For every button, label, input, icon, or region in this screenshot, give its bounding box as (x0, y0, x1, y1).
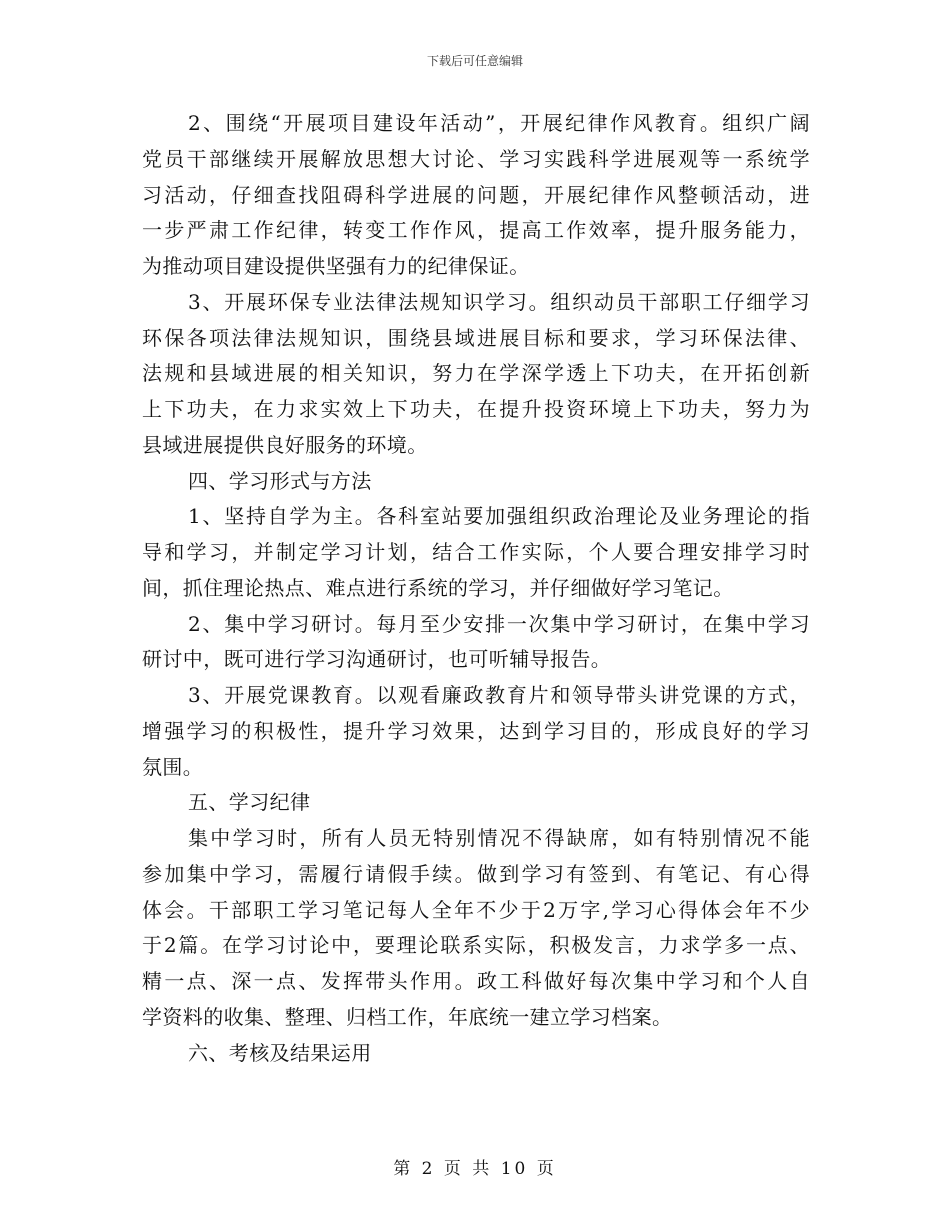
section-heading-6: 六、考核及结果运用 (188, 1040, 372, 1065)
discipline-line-3: 体会。干部职工学习笔记每人全年不少于2万字,学习心得体会年不少 (142, 897, 810, 922)
method-3-line-2: 增强学习的积极性，提升学习效果，达到学习目的，形成良好的学习 (142, 718, 810, 743)
section-heading-5: 五、学习纪律 (188, 790, 311, 815)
discipline-line-2: 参加集中学习，需履行请假手续。做到学习有签到、有笔记、有心得 (142, 861, 810, 886)
method-1-line-3: 间，抓住理论热点、难点进行系统的学习，并仔细做好学习笔记。 (142, 575, 734, 600)
method-3-line-1: 3、开展党课教育。以观看廉政教育片和领导带头讲党课的方式， (188, 683, 810, 707)
discipline-line-6: 学资料的收集、整理、归档工作，年底统一建立学习档案。 (142, 1004, 673, 1029)
method-2-line-2: 研讨中，既可进行学习沟通研讨，也可听辅导报告。 (142, 647, 612, 672)
paragraph-2-line-2: 党员干部继续开展解放思想大讨论、学习实践科学进展观等一系统学 (142, 146, 810, 171)
discipline-line-5: 精一点、深一点、发挥带头作用。政工科做好每次集中学习和个人自 (142, 969, 810, 993)
section-heading-4: 四、学习形式与方法 (188, 468, 372, 493)
page-footer: 第 2 页 共 10 页 (393, 1159, 557, 1179)
document-body (142, 106, 810, 1071)
page-header: 下载后可任意编辑 (426, 54, 523, 68)
paragraph-2-line-3: 习活动，仔细查找阻碍科学进展的问题，开展纪律作风整顿活动，进 (142, 182, 810, 207)
paragraph-3-line-1: 3、开展环保专业法律法规知识学习。组织动员干部职工仔细学习 (188, 289, 810, 314)
paragraph-3-line-4: 上下功夫，在力求实效上下功夫，在提升投资环境上下功夫，努力为 (142, 397, 810, 421)
method-2-line-1: 2、集中学习研讨。每月至少安排一次集中学习研讨，在集中学习 (188, 611, 810, 636)
method-1-line-1: 1、坚持自学为主。各科室站要加强组织政治理论及业务理论的指 (188, 504, 810, 529)
paragraph-2-line-1: 2、围绕“开展项目建设年活动”，开展纪律作风教育。组织广阔 (188, 111, 810, 135)
discipline-line-4: 于2篇。在学习讨论中，要理论联系实际，积极发言，力求学多一点、 (142, 933, 810, 958)
method-1-line-2: 导和学习，并制定学习计划，结合工作实际，个人要合理安排学习时 (142, 540, 810, 564)
paragraph-2-line-4: 一步严肃工作纪律，转变工作作风，提高工作效率，提升服务能力， (142, 218, 810, 243)
method-3-line-3: 氛围。 (142, 754, 204, 779)
paragraph-2-line-5: 为推动项目建设提供坚强有力的纪律保证。 (142, 254, 530, 278)
paragraph-3-line-3: 法规和县域进展的相关知识，努力在学深学透上下功夫，在开拓创新 (142, 361, 810, 386)
paragraph-3-line-5: 县域进展提供良好服务的环境。 (142, 432, 428, 457)
discipline-line-1: 集中学习时，所有人员无特别情况不得缺席，如有特别情况不能 (188, 826, 810, 850)
paragraph-3-line-2: 环保各项法律法规知识，围绕县域进展目标和要求，学习环保法律、 (142, 325, 810, 350)
